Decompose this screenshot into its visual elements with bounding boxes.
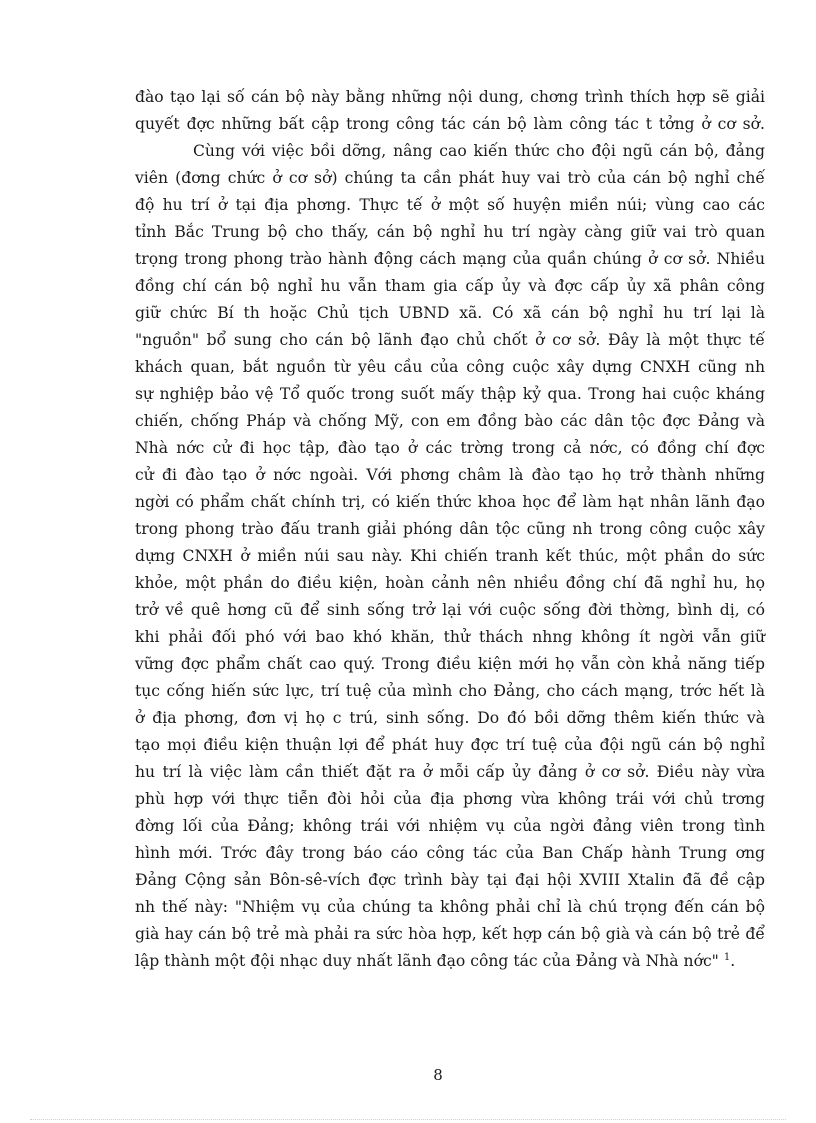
text-line: tỉnh Bắc Trung bộ cho thấy, cán bộ nghỉ hu trí ngày càng giữ vai trò quan [135, 223, 765, 241]
text-line: Nhà nớc cử đi học tập, đào tạo ở các trờng trong cả nớc, có đồng chí đợc [135, 439, 765, 457]
text-line: đào tạo lại số cán bộ này bằng những nội dung, chơng trình thích hợp sẽ giải [135, 88, 765, 106]
text-line: tạo mọi điều kiện thuận lợi để phát huy đợc trí tuệ của đội ngũ cán bộ nghỉ [135, 736, 765, 754]
text-line: đờng lối của Đảng; không trái với nhiệm vụ của ngời đảng viên trong tình [135, 817, 765, 835]
text-line: vững đợc phẩm chất cao quý. Trong điều kiện mới họ vẫn còn khả năng tiếp [135, 655, 765, 673]
text-line: tục cống hiến sức lực, trí tuệ của mình cho Đảng, cho cách mạng, trớc hết là [135, 682, 765, 700]
last-line-text: lập thành một đội nhạc duy nhất lãnh đạo công tác của Đảng và Nhà nớc" [135, 952, 719, 970]
text-line: dựng CNXH ở miền núi sau này. Khi chiến tranh kết thúc, một phần do sức [135, 547, 765, 565]
text-line: trọng trong phong trào hành động cách mạng của quần chúng ở cơ sở. Nhiều [135, 250, 765, 268]
text-line: ngời có phẩm chất chính trị, có kiến thức khoa học để làm hạt nhân lãnh đạo [135, 493, 765, 511]
text-line: Đảng Cộng sản Bôn-sê-vích đợc trình bày tại đại hội XVIII Xtalin đã đề cập [135, 871, 765, 889]
text-line: giữ chức Bí th hoặc Chủ tịch UBND xã. Có xã cán bộ nghỉ hu trí lại là [135, 304, 765, 322]
end-punctuation: . [730, 952, 736, 970]
text-line: khỏe, một phần do điều kiện, hoàn cảnh nên nhiều đồng chí đã nghỉ hu, họ [135, 574, 765, 592]
paragraph-start-line: Cùng với việc bồi dỡng, nâng cao kiến thức cho đội ngũ cán bộ, đảng [193, 142, 765, 160]
page-number: 8 [433, 1066, 443, 1084]
text-line-with-footnote [135, 948, 765, 975]
footnote-marker[interactable]: 1 [723, 951, 731, 963]
text-line: chiến, chống Pháp và chống Mỹ, con em đồng bào các dân tộc đợc Đảng và [135, 412, 765, 430]
body-text [135, 84, 765, 975]
text-line: nh thế này: "Nhiệm vụ của chúng ta không phải chỉ là chú trọng đến cán bộ [135, 898, 765, 916]
text-line: khi phải đối phó với bao khó khăn, thử thách nhng không ít ngời vẫn giữ [135, 628, 765, 646]
page-bottom-divider [30, 1119, 786, 1120]
text-line: khách quan, bắt nguồn từ yêu cầu của công cuộc xây dựng CNXH cũng nh [135, 358, 765, 376]
text-line: sự nghiệp bảo vệ Tổ quốc trong suốt mấy thập kỷ qua. Trong hai cuộc kháng [135, 385, 765, 403]
text-line: độ hu trí ở tại địa phơng. Thực tế ở một số huyện miền núi; vùng cao các [135, 196, 765, 214]
text-line: ở địa phơng, đơn vị họ c trú, sinh sống. Do đó bồi dỡng thêm kiến thức và [135, 709, 765, 727]
text-line: già hay cán bộ trẻ mà phải ra sức hòa hợp, kết hợp cán bộ già và cán bộ trẻ để [135, 925, 765, 943]
text-line: trở về quê hơng cũ để sinh sống trở lại với cuộc sống đời thờng, bình dị, có [135, 601, 765, 619]
text-line: "nguồn" bổ sung cho cán bộ lãnh đạo chủ chốt ở cơ sở. Đây là một thực tế [135, 331, 765, 349]
text-line: phù hợp với thực tiễn đòi hỏi của địa phơng vừa không trái với chủ trơng [135, 790, 765, 808]
text-line: quyết đợc những bất cập trong công tác cán bộ làm công tác t tởng ở cơ sở. [135, 115, 765, 133]
text-line: viên (đơng chức ở cơ sở) chúng ta cần phát huy vai trò của cán bộ nghỉ chế [135, 169, 765, 187]
text-line: đồng chí cán bộ nghỉ hu vẫn tham gia cấp ủy và đợc cấp ủy xã phân công [135, 277, 765, 295]
text-line: cử đi đào tạo ở nớc ngoài. Với phơng châm là đào tạo họ trở thành những [135, 466, 765, 484]
text-line: hình mới. Trớc đây trong báo cáo công tác của Ban Chấp hành Trung ơng [135, 844, 765, 862]
text-line: hu trí là việc làm cần thiết đặt ra ở mỗi cấp ủy đảng ở cơ sở. Điều này vừa [135, 763, 765, 781]
text-line: trong phong trào đấu tranh giải phóng dân tộc cũng nh trong công cuộc xây [135, 520, 765, 538]
